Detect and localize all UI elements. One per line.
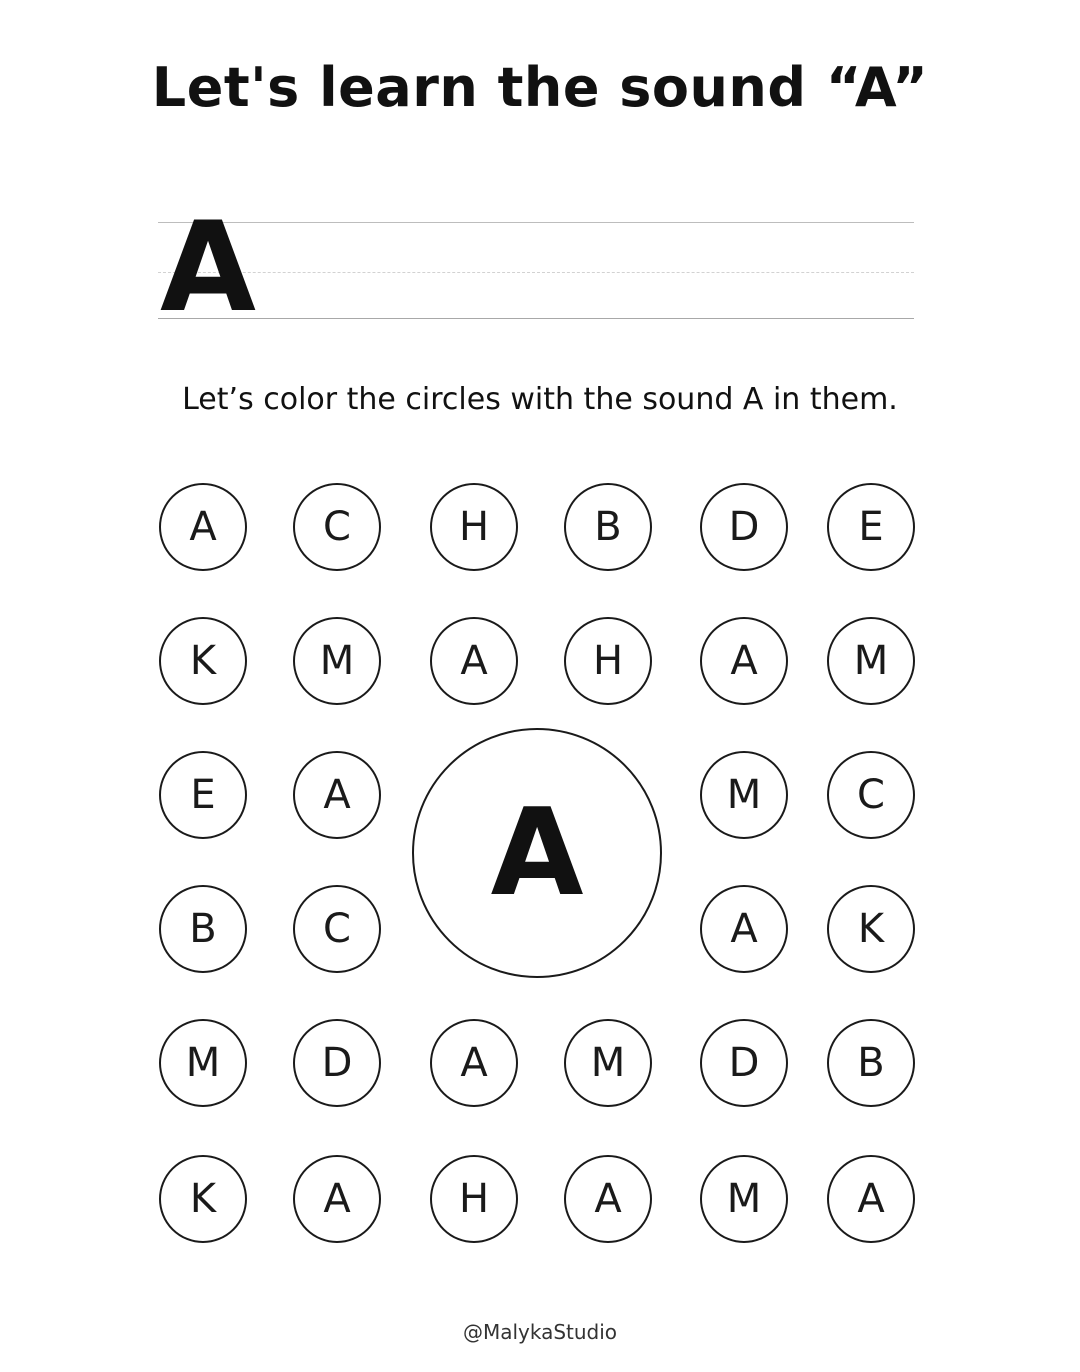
letter-circle[interactable]: C	[827, 751, 915, 839]
letter-circle[interactable]: A	[564, 1155, 652, 1243]
center-letter-circle[interactable]	[412, 728, 662, 978]
footer-credit: @MalykaStudio	[462, 1320, 618, 1344]
letter-circle[interactable]: M	[700, 751, 788, 839]
letter-circle[interactable]: M	[564, 1019, 652, 1107]
letter-circle[interactable]: A	[430, 1019, 518, 1107]
letter-circle[interactable]: M	[700, 1155, 788, 1243]
letter-circle[interactable]: H	[430, 1155, 518, 1243]
letter-circle[interactable]: M	[159, 1019, 247, 1107]
letter-circle[interactable]: M	[293, 617, 381, 705]
letter-circle[interactable]: B	[827, 1019, 915, 1107]
letter-circle[interactable]: A	[293, 1155, 381, 1243]
letter-circle[interactable]: M	[827, 617, 915, 705]
instruction-text: Let’s color the circles with the sound A in them.	[182, 382, 898, 417]
letter-circle[interactable]: C	[293, 483, 381, 571]
letter-circle[interactable]: C	[293, 885, 381, 973]
letter-circle[interactable]: H	[430, 483, 518, 571]
page-title: Let's learn the sound “A”	[151, 56, 929, 119]
letter-circle[interactable]: H	[564, 617, 652, 705]
letter-circle[interactable]: B	[564, 483, 652, 571]
letter-circle[interactable]: E	[827, 483, 915, 571]
letter-circle[interactable]: D	[700, 483, 788, 571]
letter-circle[interactable]: D	[700, 1019, 788, 1107]
letter-circle[interactable]: A	[293, 751, 381, 839]
center-letter: A	[490, 783, 584, 923]
letter-circle[interactable]: A	[700, 617, 788, 705]
trace-letter: A	[160, 196, 256, 340]
letter-circle[interactable]: A	[430, 617, 518, 705]
letter-circle[interactable]: A	[700, 885, 788, 973]
letter-circle[interactable]: K	[827, 885, 915, 973]
letter-circle[interactable]: D	[293, 1019, 381, 1107]
letter-circle[interactable]: K	[159, 1155, 247, 1243]
letter-circle[interactable]: A	[159, 483, 247, 571]
letter-circle[interactable]: E	[159, 751, 247, 839]
letter-circle[interactable]: K	[159, 617, 247, 705]
letter-circle[interactable]: B	[159, 885, 247, 973]
letter-circle[interactable]: A	[827, 1155, 915, 1243]
